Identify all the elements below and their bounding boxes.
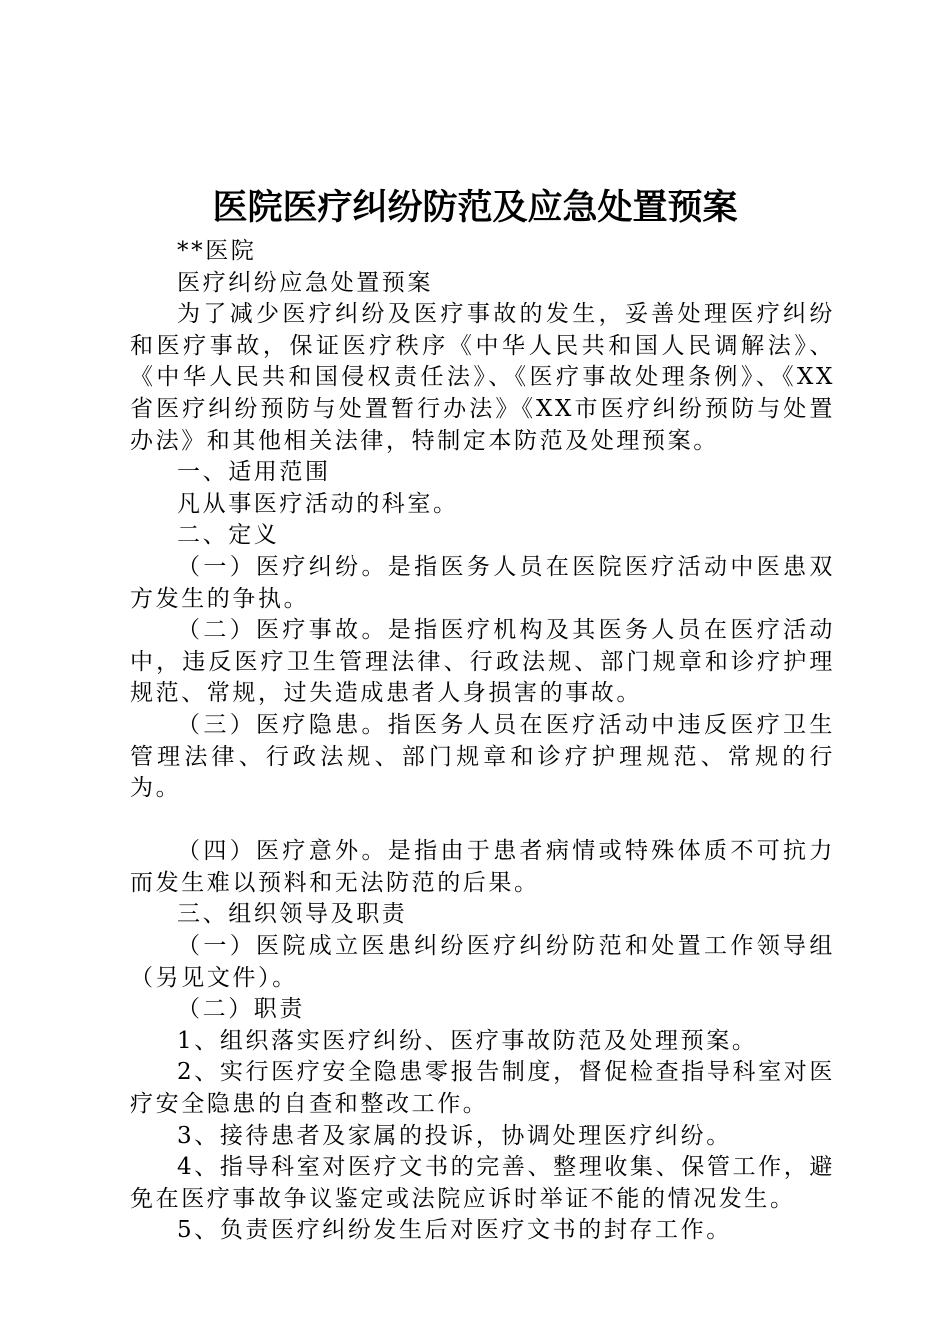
section-heading-definition: 二、定义 <box>177 522 280 549</box>
duty-item: 2、实行医疗安全隐患零报告制度，督促检查指导科室对医疗安全隐患的自查和整改工作。 <box>130 1059 835 1118</box>
definition-dispute: （一）医疗纠纷。是指医务人员在医院医疗活动中医患双方发生的争执。 <box>130 553 835 612</box>
organization-group: （一）医院成立医患纠纷医疗纠纷防范和处置工作领导组（另见文件）。 <box>130 933 835 991</box>
intro-paragraph: 为了减少医疗纠纷及医疗事故的发生，妥善处理医疗纠纷和医疗事故，保证医疗秩序《中华人民共和国人民调解法》、《中华人民共和国侵权责任法》、《医疗事故处理条例》、《XX省医疗纠纷预防与处置暂行办法》《XX市医疗纠纷预防与处置办法》和其他相关法律，特制定本防范及处理预案。 <box>130 301 835 454</box>
duty-item: 5、负责医疗纠纷发生后对医疗文书的封存工作。 <box>177 1217 732 1244</box>
plan-subtitle: 医疗纠纷应急处置预案 <box>177 269 433 296</box>
document-body <box>130 236 835 1247</box>
blank-line <box>130 805 835 837</box>
definition-accident: （二）医疗事故。是指医疗机构及其医务人员在医疗活动中，违反医疗卫生管理法律、行政法规、部门规章和诊疗护理规范、常规，过失造成患者人身损害的事故。 <box>130 617 835 707</box>
definition-accidental: （四）医疗意外。是指由于患者病情或特殊体质不可抗力而发生难以预料和无法防范的后果。 <box>130 838 835 896</box>
document-title: 医院医疗纠纷防范及应急处置预案 <box>212 187 738 228</box>
section-heading-scope: 一、适用范围 <box>177 459 331 486</box>
duty-item: 1、组织落实医疗纠纷、医疗事故防范及处理预案。 <box>177 1027 758 1054</box>
duty-item: 4、指导科室对医疗文书的完善、整理收集、保管工作，避免在医疗事故争议鉴定或法院应诉时举证不能的情况发生。 <box>130 1154 835 1212</box>
duty-item: 3、接待患者及家属的投诉，协调处理医疗纠纷。 <box>177 1122 732 1149</box>
section-heading-organization: 三、组织领导及职责 <box>177 901 408 928</box>
org-name: **医院 <box>177 238 257 264</box>
duties-heading: （二）职责 <box>177 996 305 1023</box>
scope-paragraph: 凡从事医疗活动的科室。 <box>177 490 459 517</box>
definition-hazard: （三）医疗隐患。指医务人员在医疗活动中违反医疗卫生管理法律、行政法规、部门规章和诊疗护理规范、常规的行为。 <box>130 711 835 802</box>
